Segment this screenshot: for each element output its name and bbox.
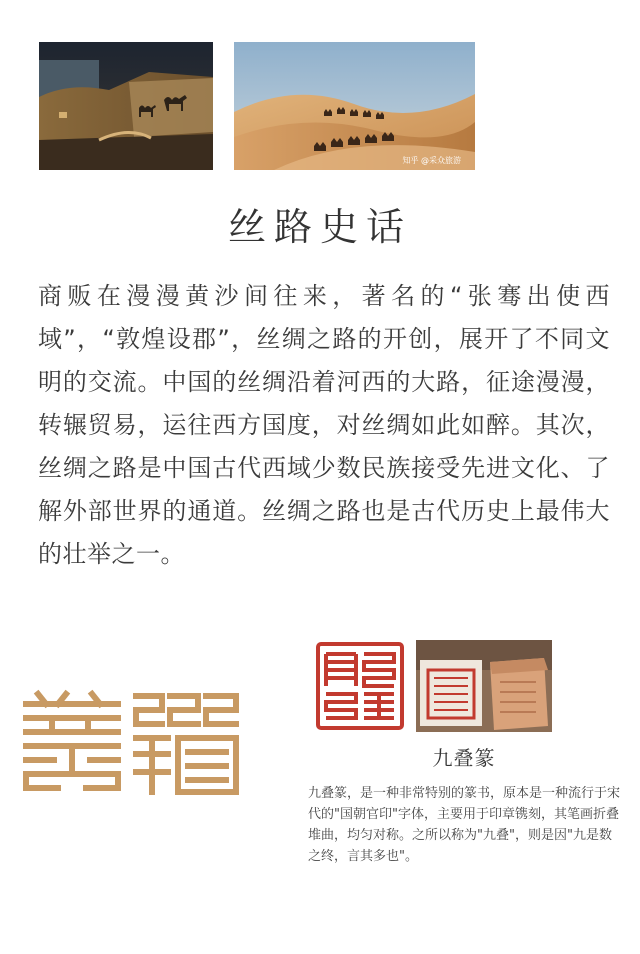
seal-description: 九叠篆，是一种非常特别的篆书，原本是一种流行于宋代的"国朝官印"字体，主要用于印章镌刻，其笔画折叠堆曲，均匀对称。之所以称为"九叠"，则是因"九是数之终，言其多也"。 <box>308 786 621 864</box>
red-seal-stamp-image <box>314 640 406 732</box>
seal-script-logo <box>18 688 244 800</box>
photo-watermark: 知乎 @采众旅游 <box>402 156 461 165</box>
seal-name-caption: 九叠篆 <box>432 746 496 770</box>
section-title: 丝路史话 <box>227 205 412 249</box>
carved-seal-photo <box>416 640 552 732</box>
desert-caravan-photo <box>234 42 475 170</box>
section-body-paragraph: 商贩在漫漫黄沙间往来，著名的“张骞出使西域”，“敦煌设郡”，丝绸之路的开创，展开了不同文明的交流。中国的丝绸沿着河西的大路，征途漫漫，转辗贸易，运往西方国度，对丝绸如此如醉。其次，丝绸之路是中国古代西域少数民族接受先进文化、了解外部世界的通道。丝绸之路也是古代历史上最伟大的壮举之一。 <box>38 282 610 568</box>
cave-mural-photo <box>39 42 213 170</box>
